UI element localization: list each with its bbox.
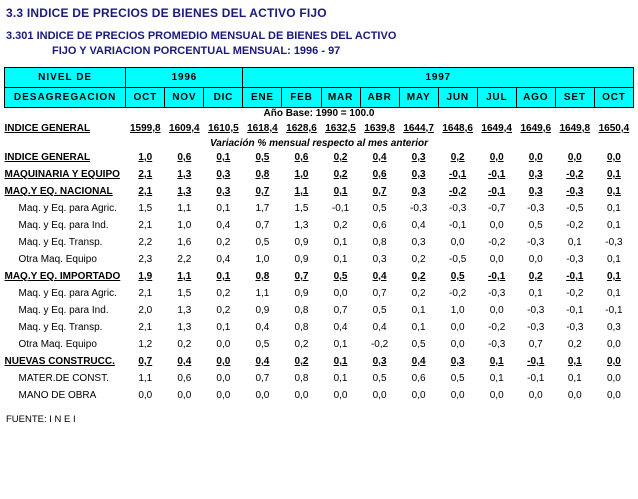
table-row bbox=[5, 200, 634, 217]
index-general-value: 1618,4 bbox=[247, 123, 278, 134]
row-value: 0,5 bbox=[255, 237, 270, 248]
table-row bbox=[5, 217, 634, 234]
row-value: 0,2 bbox=[216, 305, 231, 316]
row-value: 0,9 bbox=[294, 288, 309, 299]
table-row bbox=[5, 183, 634, 200]
row-value: 0,3 bbox=[411, 152, 426, 163]
row-value: 0,1 bbox=[333, 186, 348, 197]
row-value: 0,2 bbox=[528, 271, 543, 282]
row-value: 0,1 bbox=[606, 288, 621, 299]
row-value: 0,1 bbox=[216, 322, 231, 333]
header-month-jun-97: JUN bbox=[438, 88, 477, 108]
row-value: 0,6 bbox=[372, 169, 387, 180]
row-value: 1,0 bbox=[294, 169, 309, 180]
row-label: MAQ.Y EQ. IMPORTADO bbox=[4, 271, 121, 282]
row-value: 0,2 bbox=[216, 237, 231, 248]
row-value: 1,0 bbox=[177, 220, 192, 231]
row-value: 0,4 bbox=[255, 322, 270, 333]
row-value: 0,6 bbox=[177, 152, 192, 163]
row-value: -0,1 bbox=[488, 186, 506, 197]
row-value: 0,0 bbox=[411, 390, 426, 401]
row-value: 0,0 bbox=[216, 373, 231, 384]
row-value: 0,3 bbox=[216, 186, 231, 197]
row-value: 0,0 bbox=[489, 390, 504, 401]
row-label: INDICE GENERAL bbox=[4, 152, 91, 163]
row-value: 0,1 bbox=[567, 373, 582, 384]
row-value: 1,1 bbox=[138, 373, 153, 384]
row-value: 0,4 bbox=[333, 322, 348, 333]
row-value: 0,2 bbox=[411, 288, 426, 299]
row-value: 0,1 bbox=[333, 373, 348, 384]
row-value: 0,4 bbox=[216, 254, 231, 265]
row-value: -0,1 bbox=[449, 169, 467, 180]
row-value: 0,0 bbox=[528, 254, 543, 265]
row-value: -0,3 bbox=[410, 203, 428, 214]
row-value: -0,3 bbox=[527, 322, 545, 333]
variation-note-row bbox=[5, 138, 634, 149]
row-value: 0,3 bbox=[528, 186, 543, 197]
row-value: 0,3 bbox=[411, 186, 426, 197]
row-value: 0,1 bbox=[333, 237, 348, 248]
row-value: 0,3 bbox=[372, 356, 387, 367]
index-general-value: 1628,6 bbox=[286, 123, 317, 134]
row-value: 2,1 bbox=[138, 322, 153, 333]
row-value: 0,1 bbox=[333, 356, 348, 367]
row-value: 0,0 bbox=[294, 390, 309, 401]
row-value: 0,2 bbox=[411, 271, 426, 282]
row-value: -0,2 bbox=[566, 169, 584, 180]
row-value: 0,0 bbox=[528, 390, 543, 401]
row-value: 0,3 bbox=[411, 237, 426, 248]
row-value: 0,1 bbox=[411, 322, 426, 333]
row-value: 0,2 bbox=[411, 254, 426, 265]
row-value: 0,5 bbox=[255, 339, 270, 350]
header-level-line2: DESAGREGACION bbox=[5, 88, 126, 108]
table-row bbox=[5, 302, 634, 319]
row-value: 0,3 bbox=[372, 254, 387, 265]
header-month-oct-96: OCT bbox=[126, 88, 165, 108]
row-value: -0,3 bbox=[527, 305, 545, 316]
row-value: -0,3 bbox=[488, 288, 506, 299]
row-label: MATER.DE CONST. bbox=[18, 373, 109, 384]
index-general-value: 1599,8 bbox=[129, 123, 161, 134]
row-value: 0,5 bbox=[333, 271, 348, 282]
row-value: 0,7 bbox=[528, 339, 543, 350]
index-general-value: 1649,4 bbox=[481, 123, 512, 134]
row-value: 0,0 bbox=[333, 288, 348, 299]
index-general-value: 1609,4 bbox=[169, 123, 200, 134]
row-value: 0,1 bbox=[333, 254, 348, 265]
row-value: 0,7 bbox=[372, 288, 387, 299]
row-value: -0,1 bbox=[449, 220, 467, 231]
row-value: -0,2 bbox=[370, 339, 389, 350]
row-value: 0,9 bbox=[294, 237, 309, 248]
row-value: -0,2 bbox=[566, 288, 584, 299]
row-value: 0,0 bbox=[177, 390, 192, 401]
row-value: 0,4 bbox=[255, 356, 270, 367]
row-value: -0,1 bbox=[331, 203, 350, 214]
row-value: 0,1 bbox=[567, 356, 582, 367]
row-value: 0,2 bbox=[333, 152, 348, 163]
index-general-value: 1649,6 bbox=[520, 123, 552, 134]
row-value: 0,1 bbox=[333, 339, 348, 350]
index-general-value: 1639,8 bbox=[364, 123, 395, 134]
header-row-months bbox=[5, 88, 634, 108]
row-value: -0,2 bbox=[488, 237, 506, 248]
row-value: 0,0 bbox=[138, 390, 153, 401]
row-value: 2,0 bbox=[138, 305, 153, 316]
row-value: -0,3 bbox=[566, 254, 584, 265]
row-value: 0,0 bbox=[567, 390, 582, 401]
data-table bbox=[4, 67, 634, 404]
row-value: 0,1 bbox=[606, 271, 621, 282]
row-value: 2,2 bbox=[177, 254, 192, 265]
row-value: 0,4 bbox=[372, 152, 387, 163]
row-value: -0,5 bbox=[449, 254, 467, 265]
row-value: -0,2 bbox=[488, 322, 506, 333]
row-value: 0,1 bbox=[411, 305, 426, 316]
row-value: 0,0 bbox=[216, 339, 231, 350]
row-value: 1,5 bbox=[138, 203, 153, 214]
row-value: 2,1 bbox=[138, 169, 153, 180]
row-value: 1,0 bbox=[450, 305, 465, 316]
row-value: 0,1 bbox=[606, 203, 621, 214]
row-value: 0,3 bbox=[606, 322, 621, 333]
row-value: 0,3 bbox=[528, 169, 543, 180]
row-value: 0,7 bbox=[294, 271, 309, 282]
index-general-value: 1648,6 bbox=[442, 123, 473, 134]
row-value: 0,7 bbox=[138, 356, 153, 367]
row-value: 0,0 bbox=[606, 390, 621, 401]
row-value: 0,3 bbox=[216, 169, 231, 180]
row-value: 0,0 bbox=[489, 152, 504, 163]
row-value: 0,1 bbox=[567, 237, 582, 248]
row-value: 0,0 bbox=[606, 339, 621, 350]
row-value: -0,1 bbox=[488, 169, 506, 180]
row-value: 1,2 bbox=[138, 339, 153, 350]
row-value: 1,1 bbox=[294, 186, 309, 197]
row-value: 0,0 bbox=[216, 390, 231, 401]
row-label: Otra Maq. Equipo bbox=[18, 339, 97, 350]
row-value: -0,1 bbox=[605, 305, 623, 316]
row-value: 0,1 bbox=[216, 271, 231, 282]
row-value: 0,0 bbox=[450, 339, 465, 350]
row-value: 0,8 bbox=[294, 322, 309, 333]
row-value: 0,8 bbox=[294, 305, 309, 316]
row-value: 0,1 bbox=[606, 220, 621, 231]
row-value: 1,1 bbox=[177, 203, 192, 214]
row-label: Otra Maq. Equipo bbox=[18, 254, 97, 265]
index-general-value: 1650,4 bbox=[598, 123, 630, 134]
header-level-line1: NIVEL DE bbox=[5, 68, 126, 88]
variation-note: Variación % mensual respecto al mes anterior bbox=[209, 138, 429, 149]
table-row bbox=[5, 353, 634, 370]
row-value: 0,6 bbox=[411, 373, 426, 384]
index-general-row bbox=[5, 119, 634, 138]
row-value: -0,1 bbox=[566, 271, 584, 282]
row-value: 1,1 bbox=[177, 271, 192, 282]
table-row bbox=[5, 319, 634, 336]
row-value: 0,7 bbox=[372, 186, 387, 197]
row-value: 2,3 bbox=[138, 254, 153, 265]
row-value: 0,1 bbox=[489, 373, 504, 384]
row-value: 1,5 bbox=[294, 203, 309, 214]
row-label: Maq. y Eq. para Ind. bbox=[18, 220, 109, 231]
table-row bbox=[5, 166, 634, 183]
row-value: 0,6 bbox=[372, 220, 387, 231]
row-value: 1,3 bbox=[177, 169, 192, 180]
row-value: 0,1 bbox=[489, 356, 504, 367]
row-value: 2,1 bbox=[138, 220, 153, 231]
row-value: 0,0 bbox=[606, 373, 621, 384]
row-label: Maq. y Eq. Transp. bbox=[18, 237, 103, 248]
row-value: 0,1 bbox=[528, 288, 543, 299]
row-value: -0,3 bbox=[527, 203, 545, 214]
row-value: 0,0 bbox=[606, 152, 621, 163]
row-value: 0,8 bbox=[294, 373, 309, 384]
table-row bbox=[5, 285, 634, 302]
row-value: 0,4 bbox=[411, 220, 426, 231]
row-label: Maq. y Eq. para Agric. bbox=[18, 288, 117, 299]
header-month-may-97: MAY bbox=[399, 88, 438, 108]
row-value: 0,0 bbox=[333, 390, 348, 401]
table-title: 3.301 INDICE DE PRECIOS PROMEDIO MENSUAL DE BIENES DEL ACTIVO bbox=[6, 30, 397, 42]
row-value: 0,5 bbox=[450, 271, 465, 282]
row-value: 0,4 bbox=[216, 220, 231, 231]
header-month-ene-97: ENE bbox=[243, 88, 282, 108]
row-value: 1,5 bbox=[177, 288, 192, 299]
header-year-1997: 1997 bbox=[243, 68, 634, 88]
base-note-row bbox=[5, 108, 634, 120]
row-value: 0,5 bbox=[372, 373, 387, 384]
row-value: 0,1 bbox=[606, 186, 621, 197]
row-value: 0,0 bbox=[606, 356, 621, 367]
row-value: 0,0 bbox=[528, 152, 543, 163]
row-value: -0,7 bbox=[488, 203, 506, 214]
row-value: -0,1 bbox=[488, 271, 506, 282]
document-page bbox=[0, 6, 638, 499]
row-label: Maq. y Eq. para Ind. bbox=[18, 305, 109, 316]
row-value: 0,1 bbox=[606, 169, 621, 180]
table-row bbox=[5, 268, 634, 285]
header-row-years bbox=[5, 68, 634, 88]
row-value: -0,3 bbox=[488, 339, 506, 350]
row-value: 0,5 bbox=[450, 373, 465, 384]
row-value: 0,5 bbox=[372, 305, 387, 316]
row-value: 0,4 bbox=[372, 271, 387, 282]
row-value: 0,2 bbox=[567, 339, 582, 350]
header-month-abr-97: ABR bbox=[360, 88, 399, 108]
row-value: -0,3 bbox=[449, 203, 467, 214]
row-value: 0,7 bbox=[333, 305, 348, 316]
row-value: 1,6 bbox=[177, 237, 192, 248]
header-month-oct-97: OCT bbox=[594, 88, 633, 108]
row-value: -0,3 bbox=[566, 322, 584, 333]
row-value: 0,2 bbox=[333, 169, 348, 180]
table-row bbox=[5, 234, 634, 251]
row-value: 1,0 bbox=[138, 152, 153, 163]
row-value: 1,9 bbox=[138, 271, 153, 282]
row-value: 0,1 bbox=[216, 152, 231, 163]
row-value: 0,5 bbox=[372, 203, 387, 214]
row-label: Maq. y Eq. Transp. bbox=[18, 322, 103, 333]
row-value: 0,9 bbox=[255, 305, 270, 316]
row-value: 1,1 bbox=[255, 288, 270, 299]
row-value: 0,0 bbox=[489, 305, 504, 316]
row-value: 0,0 bbox=[567, 152, 582, 163]
row-value: -0,1 bbox=[527, 373, 545, 384]
table-row bbox=[5, 251, 634, 268]
row-value: 2,1 bbox=[138, 186, 153, 197]
row-value: 0,0 bbox=[450, 390, 465, 401]
table-row bbox=[5, 149, 634, 166]
index-general-value: 1644,7 bbox=[403, 123, 434, 134]
index-general-value: 1649,8 bbox=[559, 123, 591, 134]
header-month-set-97: SET bbox=[555, 88, 594, 108]
row-value: 1,3 bbox=[294, 220, 309, 231]
row-label: MANO DE OBRA bbox=[18, 390, 97, 401]
row-value: 0,7 bbox=[255, 186, 270, 197]
row-value: -0,3 bbox=[605, 237, 623, 248]
row-value: 0,0 bbox=[450, 322, 465, 333]
header-month-nov-96: NOV bbox=[165, 88, 204, 108]
row-value: -0,5 bbox=[566, 203, 584, 214]
row-value: 0,0 bbox=[489, 254, 504, 265]
row-value: 1,0 bbox=[255, 254, 270, 265]
row-value: 1,3 bbox=[177, 322, 192, 333]
header-year-1996: 1996 bbox=[126, 68, 243, 88]
index-general-label: INDICE GENERAL bbox=[4, 123, 91, 134]
row-value: 0,8 bbox=[255, 271, 270, 282]
row-label: Maq. y Eq. para Agric. bbox=[18, 203, 117, 214]
row-value: 0,0 bbox=[372, 390, 387, 401]
row-value: 0,1 bbox=[216, 203, 231, 214]
row-value: 1,7 bbox=[255, 203, 270, 214]
page-title: 3.3 INDICE DE PRECIOS DE BIENES DEL ACTIVO FIJO bbox=[6, 6, 327, 20]
row-value: 0,4 bbox=[177, 356, 192, 367]
table-row bbox=[5, 370, 634, 387]
row-value: 0,0 bbox=[450, 237, 465, 248]
header-month-feb-97: FEB bbox=[282, 88, 321, 108]
row-label: MAQUINARIA Y EQUIPO bbox=[4, 169, 120, 180]
row-value: 0,9 bbox=[294, 254, 309, 265]
row-value: 0,4 bbox=[372, 322, 387, 333]
table-subtitle: FIJO Y VARIACION PORCENTUAL MENSUAL: 1996 - 97 bbox=[52, 45, 341, 57]
row-value: 0,8 bbox=[255, 169, 270, 180]
row-value: -0,3 bbox=[566, 186, 584, 197]
row-value: 0,7 bbox=[255, 373, 270, 384]
row-value: -0,1 bbox=[527, 356, 545, 367]
header-month-jul-97: JUL bbox=[477, 88, 516, 108]
row-value: 0,8 bbox=[372, 237, 387, 248]
base-year-note: Año Base: 1990 = 100.0 bbox=[263, 108, 375, 119]
row-value: 0,7 bbox=[255, 220, 270, 231]
row-value: -0,1 bbox=[566, 305, 584, 316]
row-value: 1,3 bbox=[177, 305, 192, 316]
row-value: 0,1 bbox=[606, 254, 621, 265]
row-value: 0,2 bbox=[294, 339, 309, 350]
row-value: 0,5 bbox=[411, 339, 426, 350]
row-label: MAQ.Y EQ. NACIONAL bbox=[4, 186, 113, 197]
row-value: -0,2 bbox=[449, 288, 467, 299]
row-value: -0,2 bbox=[449, 186, 467, 197]
source-note: FUENTE: I N E I bbox=[6, 414, 76, 425]
row-value: 0,3 bbox=[411, 169, 426, 180]
row-value: 2,1 bbox=[138, 288, 153, 299]
row-value: -0,2 bbox=[566, 220, 584, 231]
header-month-ago-97: AGO bbox=[516, 88, 555, 108]
index-general-value: 1610,5 bbox=[208, 123, 239, 134]
row-value: 0,4 bbox=[411, 356, 426, 367]
index-general-value: 1632,5 bbox=[325, 123, 356, 134]
table-row bbox=[5, 336, 634, 353]
row-value: 0,5 bbox=[255, 152, 270, 163]
row-value: 0,2 bbox=[450, 152, 465, 163]
row-value: 0,3 bbox=[450, 356, 465, 367]
row-value: 0,0 bbox=[489, 220, 504, 231]
row-value: 1,3 bbox=[177, 186, 192, 197]
row-value: -0,3 bbox=[527, 237, 545, 248]
row-value: 0,0 bbox=[216, 356, 231, 367]
table-row bbox=[5, 387, 634, 404]
row-value: 0,5 bbox=[528, 220, 543, 231]
row-label: NUEVAS CONSTRUCC. bbox=[4, 356, 115, 367]
row-value: 0,2 bbox=[333, 220, 348, 231]
row-value: 0,0 bbox=[255, 390, 270, 401]
row-value: 0,2 bbox=[216, 288, 231, 299]
row-value: 0,2 bbox=[177, 339, 192, 350]
row-value: 2,2 bbox=[138, 237, 153, 248]
row-value: 0,6 bbox=[177, 373, 192, 384]
header-month-mar-97: MAR bbox=[321, 88, 360, 108]
row-value: 0,2 bbox=[294, 356, 309, 367]
header-month-dic-96: DIC bbox=[204, 88, 243, 108]
row-value: 0,6 bbox=[294, 152, 309, 163]
